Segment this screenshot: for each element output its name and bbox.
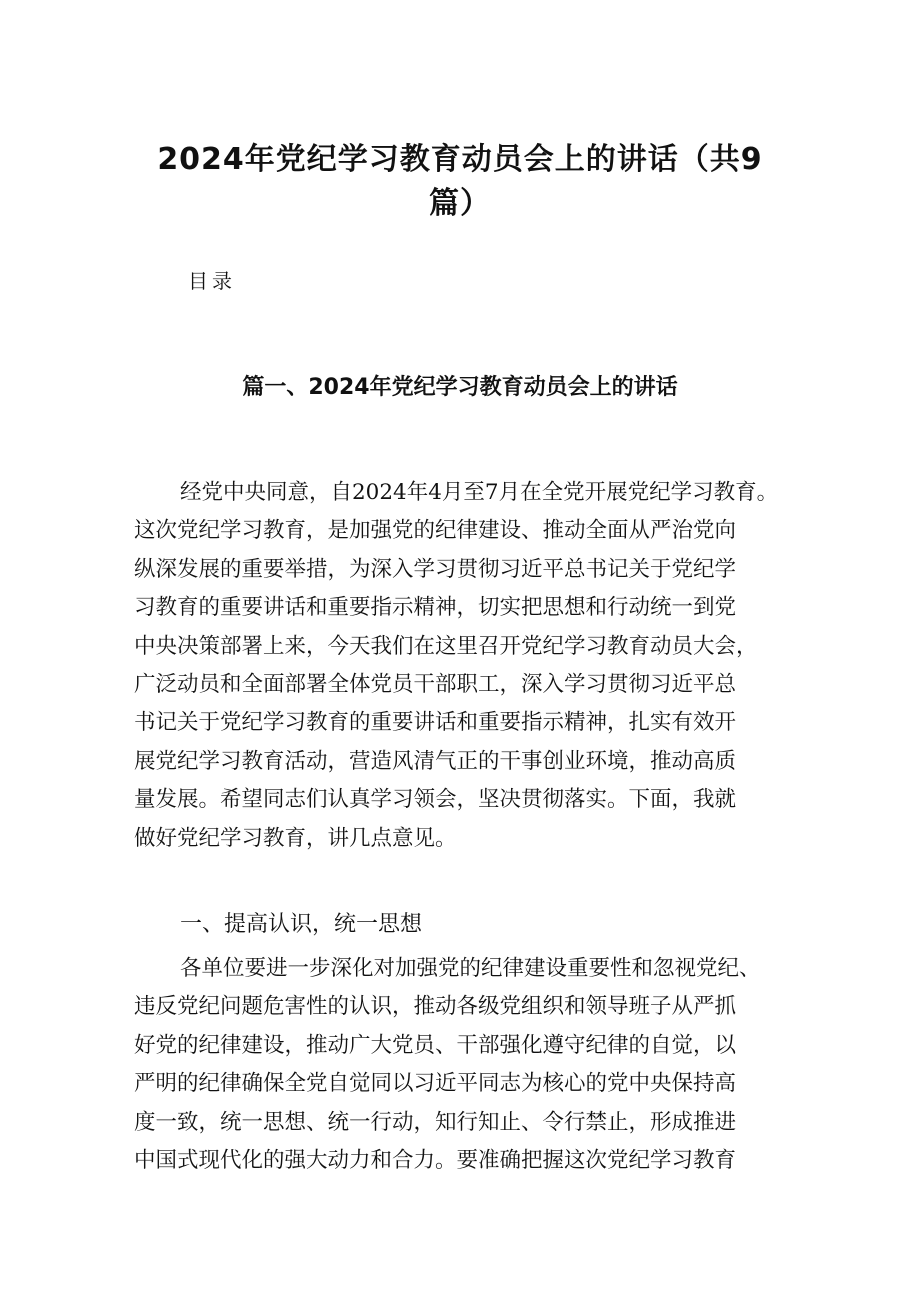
paragraph-line: 各单位要进一步深化对加强党的纪律建设重要性和忽视党纪、 — [180, 956, 761, 981]
title-line-2: 篇） — [429, 186, 491, 221]
paragraph-line: 这次党纪学习教育，是加强党的纪律建设、推动全面从严治党向 — [134, 518, 737, 544]
title-line-1: 2024年党纪学习教育动员会上的讲话（共9 — [157, 142, 763, 177]
paragraph-line: 中央决策部署上来，今天我们在这里召开党纪学习教育动员大会， — [134, 633, 758, 659]
paragraph-line: 度一致，统一思想、统一行动，知行知止、令行禁止，形成推进 — [134, 1109, 737, 1135]
paragraph-line: 展党纪学习教育活动，营造风清气正的干事创业环境，推动高质 — [134, 748, 737, 774]
paragraph-line: 广泛动员和全面部署全体党员干部职工，深入学习贯彻习近平总 — [134, 671, 737, 697]
paragraph-2 — [134, 950, 790, 1180]
paragraph-line: 严明的纪律确保全党自觉同以习近平同志为核心的党中央保持高 — [134, 1071, 737, 1097]
paragraph-line: 中国式现代化的强大动力和合力。要准确把握这次党纪学习教育 — [134, 1147, 737, 1173]
section-heading: 篇一、2024年党纪学习教育动员会上的讲话 — [242, 375, 678, 400]
paragraph-line: 经党中央同意，自2024年4月至7月在全党开展党纪学习教育。 — [180, 480, 779, 505]
toc-label: 目录 — [188, 269, 236, 293]
subheading-1: 一、提高认识，统一思想 — [180, 912, 423, 937]
paragraph-line: 书记关于党纪学习教育的重要讲话和重要指示精神，扎实有效开 — [134, 710, 737, 736]
paragraph-line: 违反党纪问题危害性的认识，推动各级党组织和领导班子从严抓 — [134, 994, 737, 1020]
paragraph-line: 做好党纪学习教育，讲几点意见。 — [134, 825, 457, 851]
paragraph-line: 习教育的重要讲话和重要指示精神，切实把思想和行动统一到党 — [134, 595, 737, 621]
paragraph-1 — [134, 474, 790, 858]
paragraph-line: 好党的纪律建设，推动广大党员、干部强化遵守纪律的自觉，以 — [134, 1032, 737, 1058]
paragraph-line: 量发展。希望同志们认真学习领会，坚决贯彻落实。下面，我就 — [134, 787, 737, 813]
paragraph-line: 纵深发展的重要举措，为深入学习贯彻习近平总书记关于党纪学 — [134, 556, 737, 582]
document-title — [140, 138, 780, 226]
